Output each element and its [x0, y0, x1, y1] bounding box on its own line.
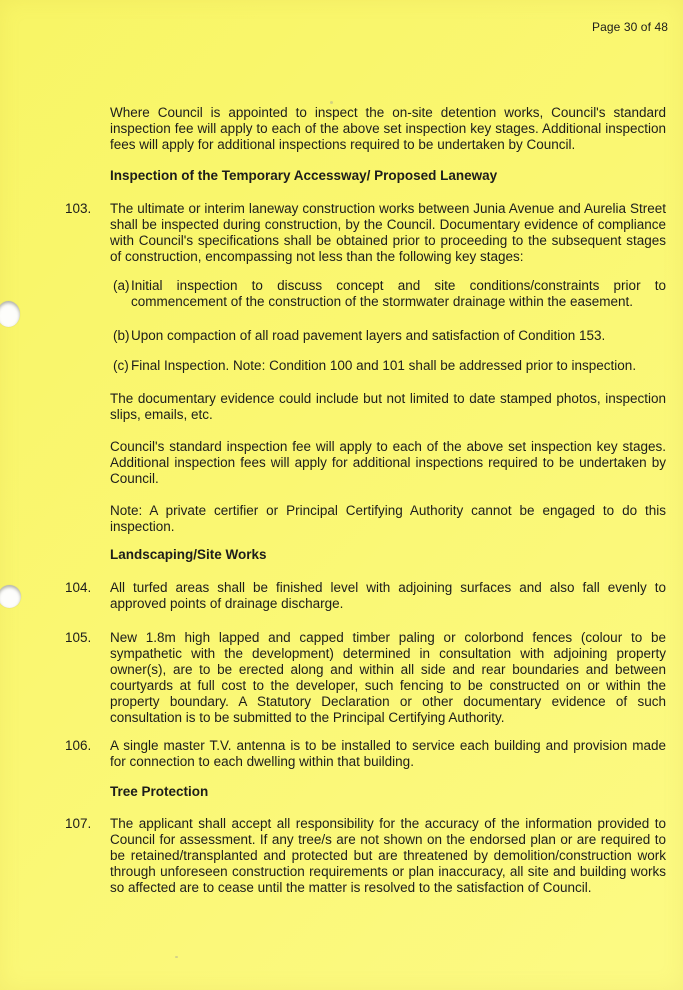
condition-106 [65, 738, 666, 770]
heading-temporary-accessway: Inspection of the Temporary Accessway/ Proposed Laneway [110, 168, 498, 183]
condition-text: All turfed areas shall be finished level with adjoining surfaces and also fall evenly to approved points of drainage discharge. [110, 580, 666, 611]
document-body [65, 105, 666, 896]
condition-text: The applicant shall accept all responsibility for the accuracy of the information provided to Council for assessment. If any tree/s are not shown on the endorsed plan or are required to be retained/transplanted and protected but are threatened by demolition/construction work through unforeseen construction requirements or plan inaccuracy, all site and building works so affected are to cease until the matter is resolved to the satisfaction of Council. [110, 816, 666, 895]
paragraph-standard-fee: Council's standard inspection fee will apply to each of the above set inspection key stages. Additional inspection fees will apply for additional inspections required to be undertaken by Council. [110, 439, 666, 486]
subitem-c [113, 358, 666, 374]
subitem-marker: (a) [113, 278, 130, 293]
condition-number: 107. [65, 816, 92, 831]
heading-landscaping-site-works: Landscaping/Site Works [110, 547, 267, 562]
subitem-a [113, 278, 666, 310]
condition-number: 106. [65, 738, 92, 753]
paragraph-private-certifier-note: Note: A private certifier or Principal Certifying Authority cannot be engaged to do this inspection. [110, 503, 666, 534]
subitem-text: Initial inspection to discuss concept and site conditions/constraints prior to commencement of the construction of the stormwater drainage within the easement. [131, 278, 666, 309]
condition-107 [65, 816, 666, 896]
condition-text: The ultimate or interim laneway construction works between Junia Avenue and Aurelia Street shall be inspected during construction, by the Council. Documentary evidence of compliance with Council's specifications shall be obtained prior to proceeding to the subsequent stages of construction, encompassing not less than the following key stages: [110, 201, 666, 264]
heading-tree-protection: Tree Protection [110, 784, 209, 799]
hole-punch-icon [0, 301, 20, 327]
condition-text: A single master T.V. antenna is to be installed to service each building and provision made for connection to each dwelling within that building. [110, 738, 666, 769]
condition-number: 103. [65, 201, 92, 216]
hole-punch-icon [0, 585, 21, 608]
condition-104 [65, 580, 666, 612]
subitem-text: Upon compaction of all road pavement layers and satisfaction of Condition 153. [131, 328, 606, 343]
paragraph-documentary-evidence: The documentary evidence could include but not limited to date stamped photos, inspection slips, emails, etc. [110, 391, 666, 422]
subitem-marker: (c) [113, 358, 129, 373]
condition-number: 105. [65, 630, 92, 645]
scan-speck [175, 956, 178, 958]
condition-number: 104. [65, 580, 92, 595]
subitem-b [113, 328, 666, 344]
subitem-text: Final Inspection. Note: Condition 100 and 101 shall be addressed prior to inspection. [131, 358, 637, 373]
paragraph-inspection-fee-intro: Where Council is appointed to inspect the on-site detention works, Council's standard inspection fee will apply to each of the above set inspection key stages. Additional inspection fees will apply for additional inspections required to be undertaken by Council. [110, 105, 666, 152]
condition-105 [65, 630, 666, 726]
scan-speck [330, 101, 333, 104]
page-number: Page 30 of 48 [591, 20, 668, 34]
condition-103 [65, 201, 666, 265]
subitem-marker: (b) [113, 328, 130, 343]
condition-text: New 1.8m high lapped and capped timber paling or colorbond fences (colour to be sympathetic with the development) determined in consultation with adjoining property owner(s), are to be erected along and within all side and rear boundaries and between courtyards at full cost to the developer, such fencing to be constructed on or within the property boundary. A Statutory Declaration or other documentary evidence of such consultation is to be submitted to the Principal Certifying Authority. [110, 630, 666, 725]
